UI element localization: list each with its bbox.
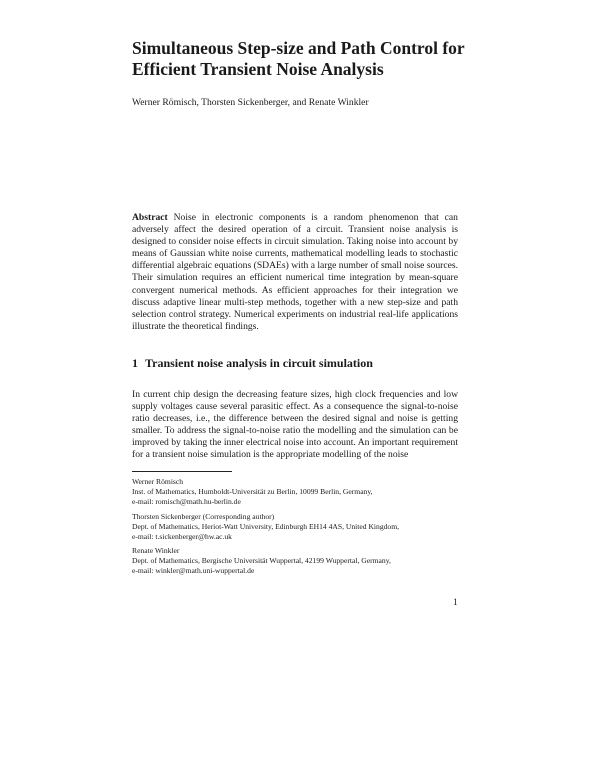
affiliation-email: e-mail: t.sickenberger@hw.ac.uk bbox=[132, 532, 232, 541]
affiliation-block bbox=[132, 512, 462, 542]
abstract bbox=[132, 212, 458, 333]
affiliation-address: Dept. of Mathematics, Bergische Universität Wuppertal, 42199 Wuppertal, Germany, bbox=[132, 556, 391, 565]
author-list: Werner Römisch, Thorsten Sickenberger, and Renate Winkler bbox=[132, 97, 369, 108]
section-title: Transient noise analysis in circuit simulation bbox=[145, 356, 373, 370]
affiliation-address: Inst. of Mathematics, Humboldt-Universität zu Berlin, 10099 Berlin, Germany, bbox=[132, 487, 373, 496]
paper-title: Simultaneous Step-size and Path Control for Efficient Transient Noise Analysis bbox=[132, 38, 465, 79]
affiliation-address: Dept. of Mathematics, Heriot-Watt University, Edinburgh EH14 4AS, United Kingdom, bbox=[132, 522, 400, 531]
affiliation-block bbox=[132, 477, 462, 507]
section-heading bbox=[132, 356, 462, 371]
affiliation-email: e-mail: romisch@math.hu-berlin.de bbox=[132, 497, 241, 506]
page-number: 1 bbox=[453, 597, 458, 608]
affiliation-name: Werner Römisch bbox=[132, 477, 184, 486]
section-body: In current chip design the decreasing feature sizes, high clock frequencies and low supply voltages cause several parasitic effect. As a consequence the signal-to-noise ratio decreases, i.e., the difference between the desired signal and noise is getting smaller. To address the signal-to-noise ratio the modelling and the simulation can be improved by taking the inner electrical noise into account. An important requirement for a transient noise simulation is the appropriate modelling of the noise bbox=[132, 389, 458, 461]
section-number: 1 bbox=[132, 356, 138, 370]
affiliation-name: Renate Winkler bbox=[132, 546, 180, 555]
affiliation-email: e-mail: winkler@math.uni-wuppertal.de bbox=[132, 566, 255, 575]
footnote-divider bbox=[132, 471, 232, 472]
affiliation-block bbox=[132, 546, 462, 576]
affiliation-name: Thorsten Sickenberger (Corresponding author) bbox=[132, 512, 275, 521]
abstract-text: Noise in electronic components is a random phenomenon that can adversely affect the desired operation of a circuit. Transient noise analysis is designed to consider noise effects in circuit simulation. Taking noise into account by means of Gaussian white noise currents, mathematical modelling leads to stochastic differential algebraic equations (SDAEs) with a large number of small noise sources. Their simulation requires an efficient numerical time integration by mean-square convergent numerical methods. As efficient approaches for their integration we discuss adaptive linear multi-step methods, together with a new step-size and path selection control strategy. Numerical experiments on industrial real-life applications illustrate the theoretical findings. bbox=[132, 212, 458, 332]
abstract-label: Abstract bbox=[132, 212, 168, 223]
